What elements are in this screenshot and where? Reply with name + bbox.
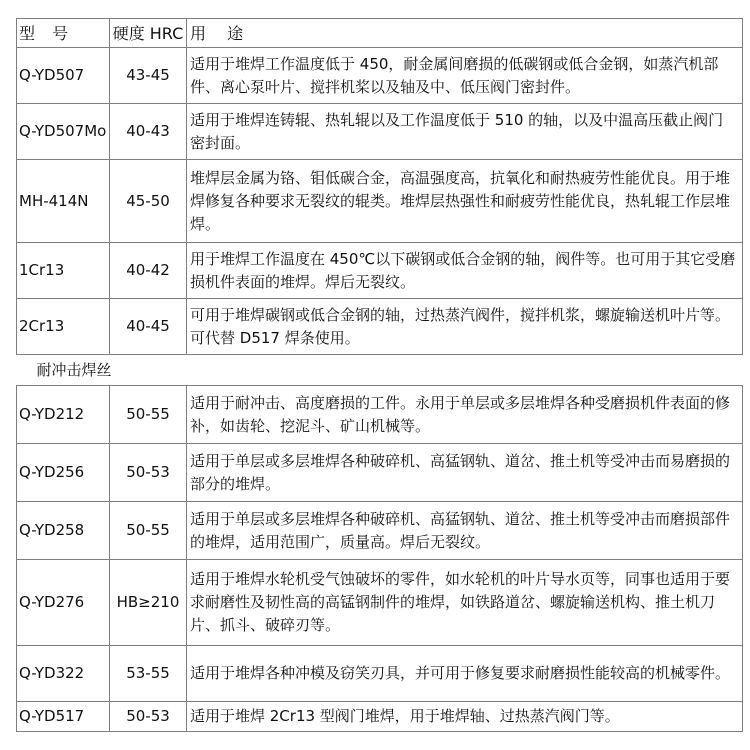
hardness-cell: 40-42: [110, 243, 187, 299]
model-cell: 2Cr13: [17, 299, 110, 355]
usage-cell: 用于堆焊工作温度在 450℃以下碳钢或低合金钢的轴，阀件等。也可用于其它受磨损机件表面的堆焊。焊后无裂纹。: [187, 243, 743, 299]
header-usage: 用 途: [187, 19, 743, 48]
table-row: [17, 299, 743, 355]
spec-table-sheet: [16, 18, 736, 732]
usage-cell: 适用于单层或多层堆焊各种破碎机、高猛钢轨、道岔、推土机等受冲击而磨损部件的堆焊，适用范围广，质量高。焊后无裂纹。: [187, 502, 743, 560]
usage-cell: 适用于耐冲击、高度磨损的工件。永用于单层或多层堆焊各种受磨损机件表面的修补，如齿轮、挖泥斗、矿山机械等。: [187, 386, 743, 444]
hardness-cell: 45-50: [110, 160, 187, 243]
table-row: [17, 386, 743, 444]
hardness-cell: 50-55: [110, 502, 187, 560]
section-row: [17, 355, 743, 386]
model-cell: Q-YD256: [17, 444, 110, 502]
header-hardness: 硬度 HRC: [110, 19, 187, 48]
usage-cell: 适用于堆焊工作温度低于 450，耐金属间磨损的低碳钢或低合金钢，如蒸汽机部件、离心泵叶片、搅拌机桨以及轴及中、低压阀门密封件。: [187, 48, 743, 104]
table-row: [17, 560, 743, 646]
hardness-cell: 50-53: [110, 444, 187, 502]
hardness-cell: 50-55: [110, 386, 187, 444]
usage-cell: 堆焊层金属为铬、钼低碳合金，高温强度高，抗氧化和耐热疲劳性能优良。用于堆焊修复各种要求无裂纹的辊类。堆焊层热强性和耐疲劳性能优良，热轧辊工作层堆焊。: [187, 160, 743, 243]
header-model: 型 号: [17, 19, 110, 48]
model-cell: Q-YD276: [17, 560, 110, 646]
model-cell: MH-414N: [17, 160, 110, 243]
table-row: [17, 104, 743, 160]
table-row: [17, 502, 743, 560]
hardness-cell: 43-45: [110, 48, 187, 104]
table-row: [17, 646, 743, 702]
hardness-cell: 40-43: [110, 104, 187, 160]
usage-cell: 可用于堆焊碳钢或低合金钢的轴，过热蒸汽阀件，搅拌机浆，螺旋输送机叶片等。可代替 D517 焊条使用。: [187, 299, 743, 355]
welding-wire-table: [16, 18, 743, 732]
header-row: [17, 19, 743, 48]
table-row: [17, 48, 743, 104]
usage-cell: 适用于堆焊连铸辊、热轧辊以及工作温度低于 510 的轴，以及中温高压截止阀门密封面。: [187, 104, 743, 160]
model-cell: Q-YD322: [17, 646, 110, 702]
table-row: [17, 444, 743, 502]
usage-cell: 适用于堆焊 2Cr13 型阀门堆焊，用于堆焊轴、过热蒸汽阀门等。: [187, 702, 743, 732]
table-row: [17, 243, 743, 299]
hardness-cell: HB≥210: [110, 560, 187, 646]
usage-cell: 适用于单层或多层堆焊各种破碎机、高猛钢轨、道岔、推土机等受冲击而易磨损的部分的堆焊。: [187, 444, 743, 502]
model-cell: Q-YD258: [17, 502, 110, 560]
table-row: [17, 702, 743, 732]
section-title: 耐冲击焊丝: [17, 355, 743, 386]
model-cell: Q-YD517: [17, 702, 110, 732]
hardness-cell: 53-55: [110, 646, 187, 702]
table-row: [17, 160, 743, 243]
model-cell: Q-YD507Mo: [17, 104, 110, 160]
usage-cell: 适用于堆焊水轮机受气蚀破坏的零件，如水轮机的叶片导水页等，同事也适用于要求耐磨性及韧性高的高锰钢制件的堆焊，如铁路道岔、螺旋输送机构、推土机刀片、抓斗、破碎刃等。: [187, 560, 743, 646]
model-cell: Q-YD212: [17, 386, 110, 444]
hardness-cell: 50-53: [110, 702, 187, 732]
hardness-cell: 40-45: [110, 299, 187, 355]
model-cell: Q-YD507: [17, 48, 110, 104]
model-cell: 1Cr13: [17, 243, 110, 299]
usage-cell: 适用于堆焊各种冲模及窃笑刃具，并可用于修复要求耐磨损性能较高的机械零件。: [187, 646, 743, 702]
